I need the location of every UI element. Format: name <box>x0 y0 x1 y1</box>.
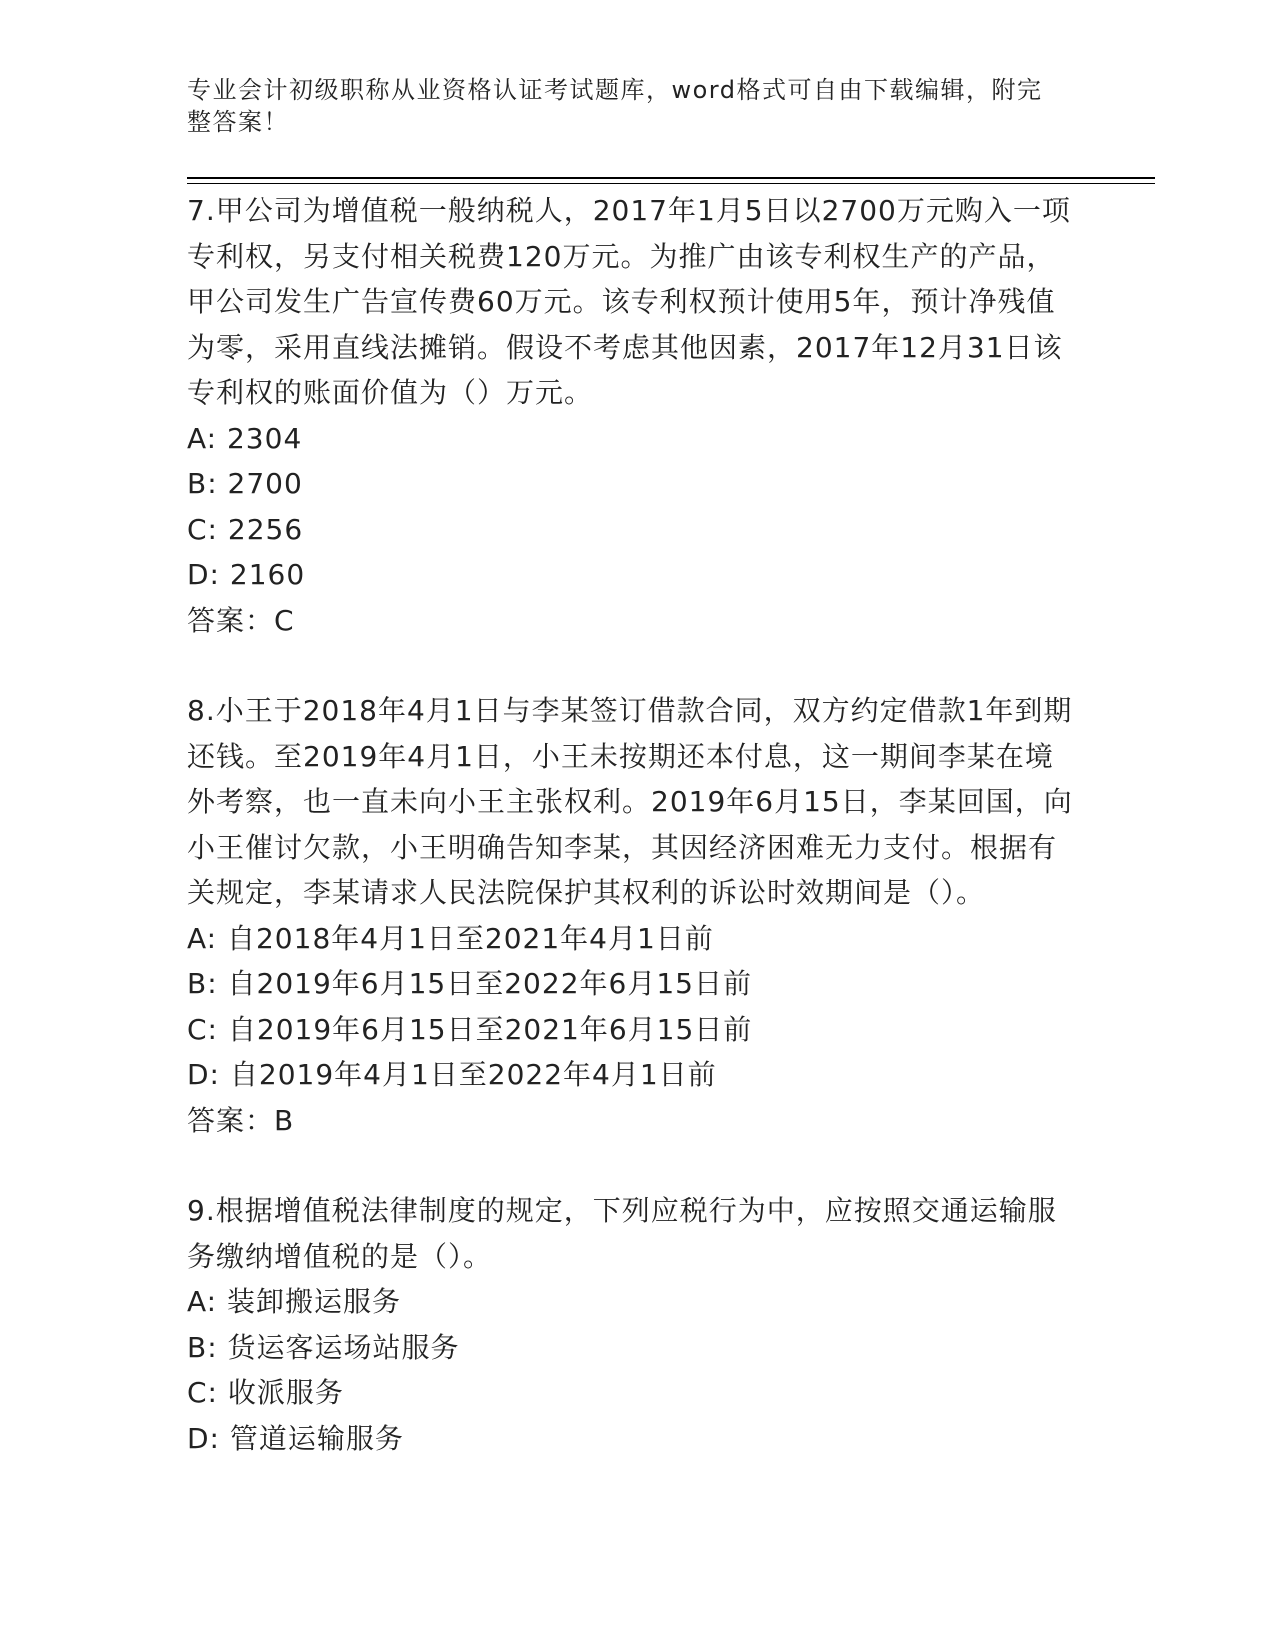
header-rule-thin <box>187 183 1155 184</box>
question-stem: 9.根据增值税法律制度的规定，下列应税行为中，应按照交通运输服务缴纳增值税的是（）。 <box>187 1194 1057 1273</box>
question-8 <box>187 688 1087 1143</box>
question-gap <box>187 643 1087 688</box>
question-stem: 7.甲公司为增值税一般纳税人，2017年1月5日以2700万元购入一项专利权，另支付相关税费120万元。为推广由该专利权生产的产品，甲公司发生广告宣传费60万元。该专利权预计使用5年，预计净残值为零，采用直线法摊销。假设不考虑其他因素，2017年12月31日该专利权的账面价值为（）万元。 <box>187 194 1071 409</box>
option-d: D: 管道运输服务 <box>187 1421 404 1455</box>
option-d: D: 自2019年4月1日至2022年4月1日前 <box>187 1058 717 1091</box>
question-list <box>187 188 1087 1461</box>
option-b: B: 自2019年6月15日至2022年6月15日前 <box>187 967 752 1000</box>
option-d: D: 2160 <box>187 558 306 591</box>
question-9 <box>187 1188 1087 1461</box>
option-b: B: 2700 <box>187 467 303 500</box>
option-a: A: 装卸搬运服务 <box>187 1285 401 1318</box>
option-a: A: 2304 <box>187 421 303 455</box>
answer-line: 答案：B <box>187 1103 295 1137</box>
question-gap <box>187 1143 1087 1188</box>
document-header: 专业会计初级职称从业资格认证考试题库，word格式可自由下载编辑，附完整答案！ <box>187 76 1043 136</box>
option-c: C: 自2019年6月15日至2021年6月15日前 <box>187 1012 753 1046</box>
answer-line: 答案：C <box>187 603 295 637</box>
option-b: B: 货运客运场站服务 <box>187 1330 460 1364</box>
header-rule-thick <box>187 177 1155 179</box>
option-a: A: 自2018年4月1日至2021年4月1日前 <box>187 921 714 955</box>
question-stem: 8.小王于2018年4月1日与李某签订借款合同，双方约定借款1年到期还钱。至2019年4月1日，小王未按期还本付息，这一期间李某在境外考察，也一直未向小王主张权利。2019年6月15日，李某回国，向小王催讨欠款，小王明确告知李某，其因经济困难无力支付。根据有关规定，李某请求人民法院保护其权利的诉讼时效期间是（）。 <box>187 694 1073 909</box>
option-c: C: 收派服务 <box>187 1376 344 1409</box>
option-c: C: 2256 <box>187 512 304 546</box>
question-7 <box>187 188 1087 643</box>
